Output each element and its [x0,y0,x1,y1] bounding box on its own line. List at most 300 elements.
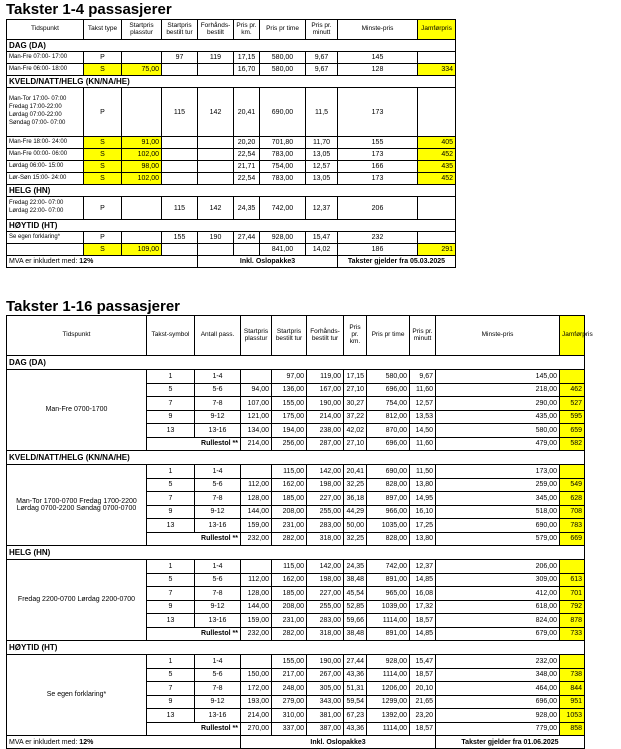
time-label: Man-Fre 07:00- 17:00 [7,52,84,64]
value-cell: 142 [198,88,234,137]
column-header: Jamførpris [418,20,456,40]
value-cell: 965,00 [367,587,410,601]
value-cell: 12,37 [410,560,436,574]
comparison-price: 527 [560,397,585,411]
value-cell: 51,31 [344,682,367,696]
comparison-price [560,465,585,479]
passenger-count: 1-4 [195,560,241,574]
value-cell: 214,00 [241,709,272,723]
table-row [7,197,456,220]
value-cell: 155,00 [272,655,307,669]
value-cell: 27,44 [344,655,367,669]
value-cell: 13,53 [410,410,436,424]
package-note: Inkl. Oslopakke3 [198,256,338,268]
tariff-symbol: 5 [147,573,195,587]
value-cell: 142,00 [307,560,344,574]
passenger-count: 7-8 [195,587,241,601]
table-row [7,88,456,137]
value-cell: S [84,137,122,149]
tariff-symbol: 1 [147,370,195,384]
wheelchair-label: Rullestol ** [147,532,241,546]
header-row [7,20,456,40]
value-cell: 928,00 [367,655,410,669]
table-row [7,560,585,574]
value-cell: 812,00 [367,410,410,424]
passenger-count: 1-4 [195,655,241,669]
value-cell: 102,00 [122,173,162,185]
value-cell: 206,00 [436,560,560,574]
column-header: Antall pass. [195,316,241,356]
value-cell: 701,80 [260,137,306,149]
value-cell: 966,00 [367,505,410,519]
table-row [7,161,456,173]
value-cell: 291 [418,244,456,256]
value-cell: 12,37 [306,197,338,220]
passenger-count: 1-4 [195,465,241,479]
footer-row [7,256,456,268]
comparison-price: 708 [560,505,585,519]
value-cell: 22,54 [234,149,260,161]
value-cell: 779,00 [436,722,560,736]
value-cell: 17,25 [410,519,436,533]
comparison-price: 582 [560,437,585,451]
passenger-count: 9-12 [195,505,241,519]
value-cell: 255,00 [307,505,344,519]
value-cell: 742,00 [260,197,306,220]
valid-from-note: Takster gjelder fra 01.06.2025 [436,736,585,749]
value-cell: P [84,197,122,220]
value-cell: 17,15 [234,52,260,64]
tariff-symbol: 1 [147,655,195,669]
value-cell: 150,00 [241,668,272,682]
value-cell: 190,00 [307,655,344,669]
value-cell: 256,00 [272,437,307,451]
section-heading: DAG (DA) [7,40,456,52]
value-cell: 214,00 [241,437,272,451]
value-cell: 198,00 [307,573,344,587]
section-row [7,451,585,465]
passenger-count: 9-12 [195,695,241,709]
value-cell: 13,05 [306,173,338,185]
value-cell: 238,00 [307,424,344,438]
value-cell: 97 [162,52,198,64]
value-cell: 23,20 [410,709,436,723]
value-cell: 452 [418,149,456,161]
tariff-symbol: 7 [147,492,195,506]
value-cell: 173 [338,173,418,185]
value-cell: 305,00 [307,682,344,696]
value-cell: 208,00 [272,600,307,614]
value-cell: 37,22 [344,410,367,424]
value-cell: 115,00 [272,560,307,574]
value-cell: 16,10 [410,505,436,519]
value-cell: 136,00 [272,383,307,397]
value-cell: 928,00 [436,709,560,723]
value-cell [418,232,456,244]
time-range-line: Søndag 07:00- 07:00 [9,119,66,126]
value-cell: 107,00 [241,397,272,411]
value-cell: 14,50 [410,424,436,438]
time-range-line: Man-Tor 17:00- 07:00 [9,96,67,103]
tariff-symbol: 9 [147,410,195,424]
value-cell: 9,67 [410,370,436,384]
value-cell: 464,00 [436,682,560,696]
value-cell: 405 [418,137,456,149]
vat-label: MVA er inkludert med: [9,738,80,746]
valid-from-note: Takster gjelder fra 05.03.2025 [338,256,456,268]
value-cell: 20,41 [344,465,367,479]
value-cell: 18,57 [410,722,436,736]
value-cell: 580,00 [260,64,306,76]
value-cell: 435 [418,161,456,173]
value-cell: 690,00 [367,465,410,479]
value-cell: 145,00 [436,370,560,384]
package-note: Inkl. Oslopakke3 [241,736,436,749]
value-cell: 24,35 [234,197,260,220]
value-cell: 16,70 [234,64,260,76]
value-cell [122,88,162,137]
value-cell: 75,00 [122,64,162,76]
value-cell: 696,00 [367,383,410,397]
time-range-line: Fredag 22:00- 07:00 [9,200,64,207]
time-label [7,244,84,256]
value-cell: 186 [338,244,418,256]
table-row [7,52,456,64]
value-cell: 109,00 [122,244,162,256]
value-cell: 115,00 [272,465,307,479]
value-cell: 343,00 [307,695,344,709]
value-cell: 690,00 [436,519,560,533]
section-heading: HELG (HN) [7,546,585,560]
tariff-symbol: 7 [147,682,195,696]
value-cell: 1114,00 [367,668,410,682]
comparison-price: 613 [560,573,585,587]
value-cell: 783,00 [260,173,306,185]
time-label [7,197,84,220]
passenger-count: 5-6 [195,573,241,587]
value-cell: 248,00 [272,682,307,696]
value-cell: 259,00 [436,478,560,492]
value-cell: 193,00 [241,695,272,709]
value-cell: 155 [338,137,418,149]
value-cell: 159,00 [241,614,272,628]
value-cell: 290,00 [436,397,560,411]
value-cell [162,161,198,173]
comparison-price: 951 [560,695,585,709]
value-cell: 128,00 [241,492,272,506]
value-cell: 115 [162,88,198,137]
column-header: Pris pr time [367,316,410,356]
value-cell [162,137,198,149]
value-cell: 227,00 [307,492,344,506]
value-cell: 121,00 [241,410,272,424]
value-cell: 38,48 [344,627,367,641]
comparison-price: 733 [560,627,585,641]
comparison-price: 783 [560,519,585,533]
column-header: Pris pr. km. [234,20,260,40]
value-cell: 144,00 [241,600,272,614]
value-cell: 102,00 [122,149,162,161]
value-cell: 217,00 [272,668,307,682]
table-row [7,655,585,669]
value-cell: S [84,161,122,173]
value-cell: 232 [338,232,418,244]
passenger-count: 9-12 [195,600,241,614]
value-cell: 310,00 [272,709,307,723]
value-cell: 52,85 [344,600,367,614]
value-cell: 18,57 [410,668,436,682]
value-cell: 91,00 [122,137,162,149]
comparison-price: 792 [560,600,585,614]
vat-note [7,736,241,749]
value-cell: S [84,149,122,161]
value-cell: 742,00 [367,560,410,574]
value-cell: 18,57 [410,614,436,628]
column-header: Pris pr. minutt [306,20,338,40]
column-header: Startpris bestilt tur [162,20,198,40]
value-cell: 208,00 [272,505,307,519]
comparison-price: 701 [560,587,585,601]
value-cell: 1114,00 [367,722,410,736]
value-cell: 43,36 [344,668,367,682]
value-cell [162,173,198,185]
value-cell: 1392,00 [367,709,410,723]
value-cell: 172,00 [241,682,272,696]
value-cell: 20,10 [410,682,436,696]
comparison-price [560,655,585,669]
value-cell [198,244,234,256]
value-cell: 185,00 [272,492,307,506]
value-cell: 142 [198,197,234,220]
value-cell: 115 [162,197,198,220]
value-cell: 828,00 [367,532,410,546]
section-heading: KVELD/NATT/HELG (KN/NA/HE) [7,76,456,88]
value-cell: 44,29 [344,505,367,519]
value-cell [241,560,272,574]
value-cell [418,88,456,137]
value-cell: 1299,00 [367,695,410,709]
comparison-price [560,560,585,574]
value-cell [198,173,234,185]
value-cell [241,465,272,479]
value-cell: 32,25 [344,532,367,546]
value-cell: 119,00 [307,370,344,384]
value-cell: 579,00 [436,532,560,546]
table-row [7,232,456,244]
wheelchair-label: Rullestol ** [147,627,241,641]
tariff-symbol: 9 [147,600,195,614]
value-cell [198,64,234,76]
value-cell: 232,00 [436,655,560,669]
value-cell: 190 [198,232,234,244]
value-cell: 173 [338,149,418,161]
value-cell: 841,00 [260,244,306,256]
value-cell: 162,00 [272,573,307,587]
value-cell: 45,54 [344,587,367,601]
passenger-count: 13-16 [195,709,241,723]
value-cell: 891,00 [367,627,410,641]
column-header: Forhånds-bestilt [198,20,234,40]
value-cell: 282,00 [272,627,307,641]
value-cell: 452 [418,173,456,185]
value-cell: 387,00 [307,722,344,736]
comparison-price: 738 [560,668,585,682]
comparison-price: 628 [560,492,585,506]
value-cell [198,149,234,161]
column-header: Startpris bestilt tur [272,316,307,356]
vat-note [7,256,198,268]
section-row [7,356,585,370]
value-cell: 270,00 [241,722,272,736]
table1-title: Takster 1-4 passasjerer [6,1,172,18]
tariff-symbol: 1 [147,465,195,479]
value-cell: 27,10 [344,383,367,397]
value-cell: 580,00 [260,52,306,64]
value-cell: 231,00 [272,614,307,628]
value-cell: 9,67 [306,64,338,76]
value-cell: 13,80 [410,532,436,546]
value-cell: 12,57 [410,397,436,411]
value-cell: 17,15 [344,370,367,384]
time-label: Lørdag 06:00- 15:00 [7,161,84,173]
value-cell [198,137,234,149]
value-cell: 194,00 [272,424,307,438]
table2-title: Takster 1-16 passasjerer [6,298,181,315]
passenger-count: 1-4 [195,370,241,384]
value-cell: 67,23 [344,709,367,723]
column-header: Tidspunkt [7,316,147,356]
section-row [7,641,585,655]
passenger-count: 13-16 [195,614,241,628]
value-cell: P [84,88,122,137]
value-cell: 897,00 [367,492,410,506]
value-cell: 166 [338,161,418,173]
value-cell: 279,00 [272,695,307,709]
value-cell: 59,54 [344,695,367,709]
value-cell: 11,70 [306,137,338,149]
value-cell [418,52,456,64]
value-cell: S [84,173,122,185]
column-header: Startpris plasstur [122,20,162,40]
time-label: Lør-Søn 15:00- 24:00 [7,173,84,185]
value-cell: 318,00 [307,532,344,546]
tariff-symbol: 5 [147,478,195,492]
value-cell: 14,85 [410,627,436,641]
column-header: Takst type [84,20,122,40]
value-cell [418,197,456,220]
value-cell: 580,00 [367,370,410,384]
value-cell [162,149,198,161]
passenger-count: 7-8 [195,397,241,411]
value-cell: 227,00 [307,587,344,601]
value-cell: 13,80 [410,478,436,492]
comparison-price: 595 [560,410,585,424]
value-cell: 318,00 [307,627,344,641]
tariff-symbol: 7 [147,587,195,601]
value-cell [122,232,162,244]
vat-value: 12% [79,258,94,265]
comparison-price: 462 [560,383,585,397]
passenger-count: 13-16 [195,424,241,438]
value-cell: 155 [162,232,198,244]
value-cell: 162,00 [272,478,307,492]
value-cell: 98,00 [122,161,162,173]
section-row [7,220,456,232]
value-cell: 11,60 [410,383,436,397]
passenger-count: 5-6 [195,668,241,682]
value-cell: 580,00 [436,424,560,438]
value-cell: 345,00 [436,492,560,506]
value-cell: 618,00 [436,600,560,614]
value-cell: 167,00 [307,383,344,397]
time-range-line: Fredag 17:00-22:00 [9,104,62,111]
value-cell: 15,47 [306,232,338,244]
value-cell: 309,00 [436,573,560,587]
value-cell [162,244,198,256]
comparison-price: 549 [560,478,585,492]
value-cell: 94,00 [241,383,272,397]
value-cell: 412,00 [436,587,560,601]
value-cell [122,197,162,220]
time-label [7,88,84,137]
value-cell: 870,00 [367,424,410,438]
value-cell: 22,54 [234,173,260,185]
column-header: Minste-pris [436,316,560,356]
tariff-table-1-4 [6,19,456,268]
value-cell: 679,00 [436,627,560,641]
column-header: Minste-pris [338,20,418,40]
value-cell: 112,00 [241,573,272,587]
comparison-price: 878 [560,614,585,628]
passenger-count: 9-12 [195,410,241,424]
section-heading: HØYTID (HT) [7,641,585,655]
passenger-count: 7-8 [195,682,241,696]
value-cell: 16,08 [410,587,436,601]
comparison-price: 669 [560,532,585,546]
value-cell: 14,95 [410,492,436,506]
vat-label: MVA er inkludert med: [9,258,80,265]
value-cell: 59,66 [344,614,367,628]
value-cell: 134,00 [241,424,272,438]
passenger-count: 5-6 [195,478,241,492]
value-cell: 14,85 [410,573,436,587]
tariff-symbol: 5 [147,668,195,682]
value-cell: 13,05 [306,149,338,161]
time-label: Se egen forklaring* [7,232,84,244]
value-cell: 381,00 [307,709,344,723]
header-row [7,316,585,356]
tariff-table-1-16 [6,315,593,749]
value-cell: P [84,232,122,244]
value-cell: 218,00 [436,383,560,397]
column-header: Forhånds-bestilt tur [307,316,344,356]
value-cell: 21,71 [234,161,260,173]
value-cell: 36,18 [344,492,367,506]
value-cell: 828,00 [367,478,410,492]
value-cell: 50,00 [344,519,367,533]
time-label: Se egen forklaring* [7,655,147,736]
time-range-line: Lørdag 22:00- 07:00 [9,208,64,214]
value-cell: 206 [338,197,418,220]
section-heading: HELG (HN) [7,185,456,197]
value-cell: 21,65 [410,695,436,709]
value-cell: 754,00 [367,397,410,411]
value-cell: 11,5 [306,88,338,137]
value-cell: 696,00 [436,695,560,709]
vat-value: 12% [79,738,94,746]
value-cell: 38,48 [344,573,367,587]
value-cell: 190,00 [307,397,344,411]
